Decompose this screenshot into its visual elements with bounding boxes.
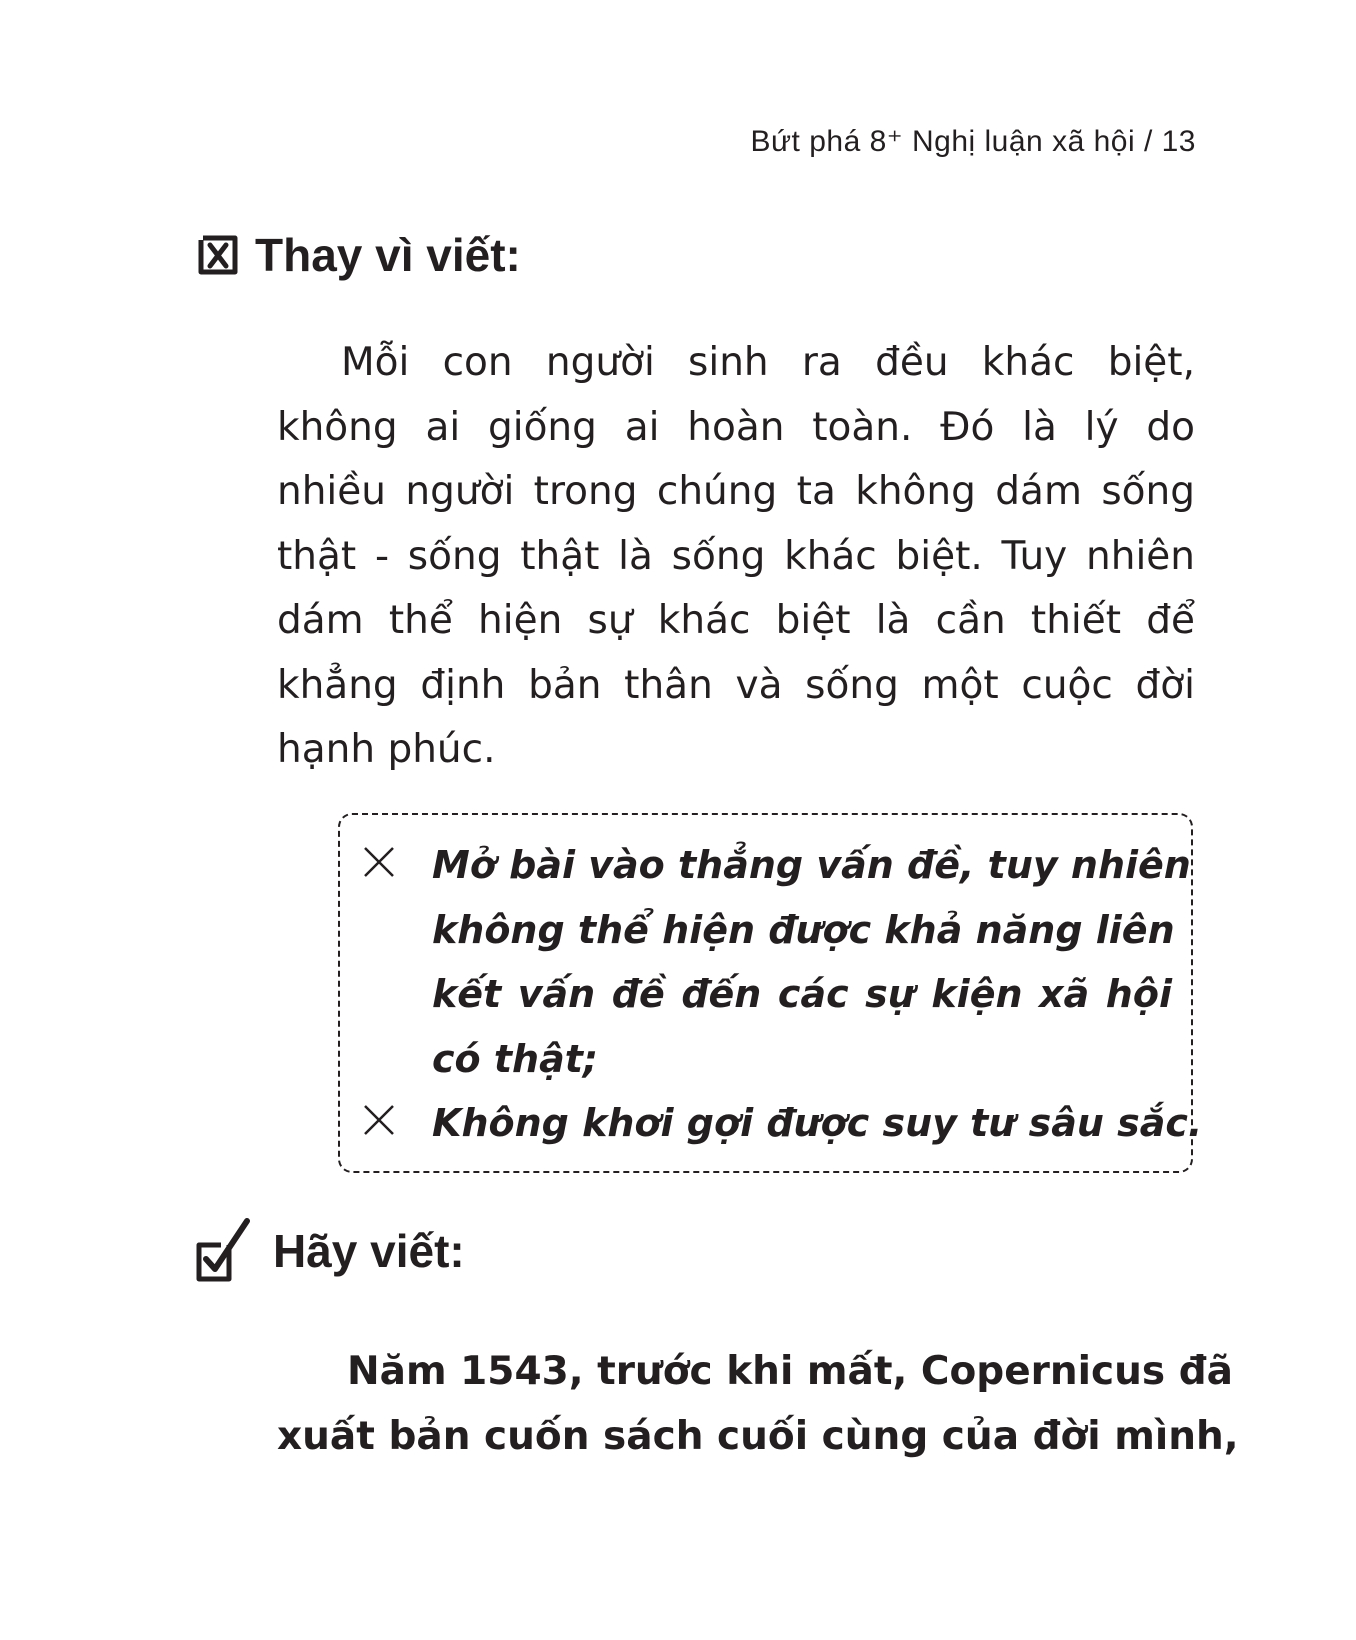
text-line: nhiều người trong chúng ta không dám sống bbox=[277, 469, 1195, 514]
critique-box bbox=[338, 813, 1203, 1173]
crossed-box-icon bbox=[195, 232, 241, 278]
text-line: xuất bản cuốn sách cuối cùng của đời mình, bbox=[277, 1413, 1239, 1459]
running-header: Bứt phá 8⁺ Nghị luận xã hội / 13 bbox=[750, 125, 1196, 158]
checked-box-icon bbox=[195, 1215, 259, 1287]
heading-text: Thay vì viết: bbox=[255, 229, 521, 281]
critique-item bbox=[432, 833, 1191, 1091]
text-line: có thật; bbox=[432, 1036, 599, 1081]
text-line: không thể hiện được khả năng liên bbox=[432, 907, 1175, 952]
heading-text: Hãy viết: bbox=[273, 1225, 465, 1277]
cross-icon bbox=[362, 1103, 396, 1137]
text-line: Năm 1543, trước khi mất, Copernicus đã bbox=[347, 1349, 1233, 1394]
text-line: Mỗi con người sinh ra đều khác biệt, bbox=[341, 340, 1195, 385]
bad-example-paragraph bbox=[277, 331, 1195, 783]
text-line: khẳng định bản thân và sống một cuộc đời bbox=[277, 662, 1195, 708]
text-line: thật - sống thật là sống khác biệt. Tuy nhiên bbox=[277, 533, 1195, 579]
text-line: không ai giống ai hoàn toàn. Đó là lý do bbox=[277, 404, 1195, 450]
good-example-paragraph bbox=[277, 1340, 1239, 1469]
text-line: kết vấn đề đến các sự kiện xã hội bbox=[432, 972, 1172, 1016]
text-line: Mở bài vào thẳng vấn đề, tuy nhiên bbox=[432, 843, 1191, 887]
do-write-heading bbox=[195, 1215, 465, 1287]
critique-item bbox=[432, 1091, 1203, 1156]
text-line: dám thể hiện sự khác biệt là cần thiết để bbox=[277, 598, 1195, 643]
dont-write-heading bbox=[195, 228, 521, 282]
text-line: hạnh phúc. bbox=[277, 727, 496, 772]
cross-icon bbox=[362, 845, 396, 879]
text-line: Không khơi gợi được suy tư sâu sắc. bbox=[432, 1101, 1203, 1145]
